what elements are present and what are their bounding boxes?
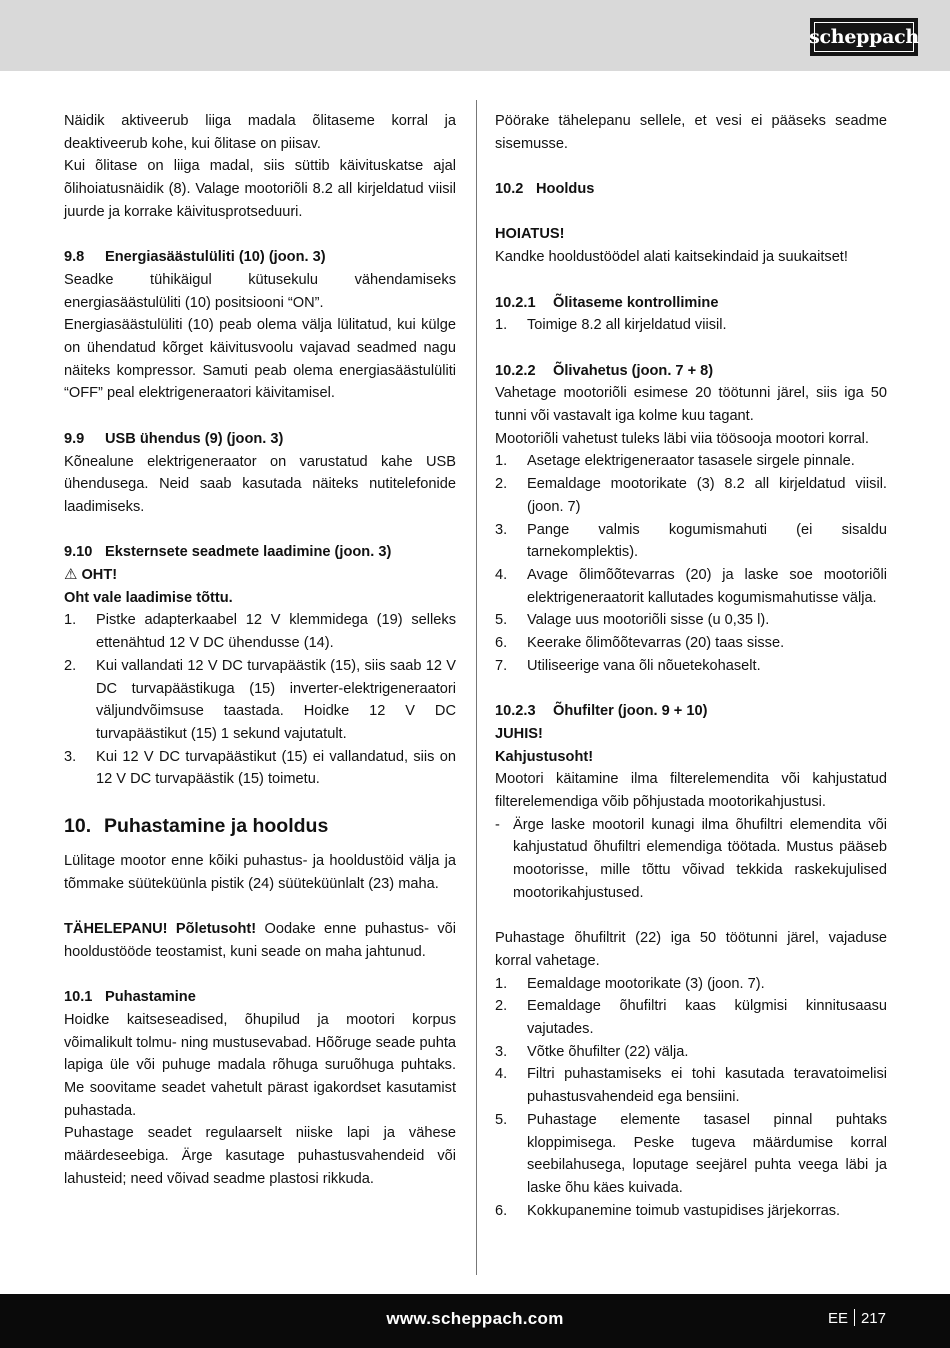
list-item-text: Asetage elektrigeneraator tasasele sirgele pinnale. bbox=[527, 453, 855, 470]
danger-text: Oht vale laadimise tõttu. bbox=[64, 589, 233, 606]
logo-text: scheppach bbox=[814, 22, 914, 52]
list-item-text: Puhastage elemente tasasel pinnal puhtaks kloppimisega. Peske tugeva määrdumise korral seebilahusega, loputage seejärel puhta veega läbi ja laske õhu käes kuivada. bbox=[527, 1111, 887, 1196]
list-item-text: Eemaldage mootorikate (3) 8.2 all kirjeldatud viisil. (joon. 7) bbox=[527, 476, 887, 515]
list-item bbox=[495, 632, 887, 655]
list-marker: 2. bbox=[495, 998, 508, 1015]
section-heading-10-1: 10.1 Puhastamine bbox=[64, 989, 196, 1006]
scheppach-logo bbox=[810, 18, 918, 56]
dash-list bbox=[495, 814, 887, 905]
numbered-list bbox=[495, 314, 887, 337]
paragraph: Mootoriõli vahetust tuleks läbi viia töösooja mootori korral. bbox=[495, 430, 869, 447]
warning-triangle-icon: ⚠ bbox=[64, 566, 78, 584]
section-heading-9-10: 9.10 Eksternsete seadmete laadimine (joon. 3) bbox=[64, 544, 392, 561]
paragraph: Hoidke kaitseseadised, õhupilud ja mootori korpus võimalikult tolmu- ning mustusevabad. Hõõruge seade puhta lapiga üle või puhuge madala rõhuga suruõhuga puhtaks. Me soovitame seadet vahetult pärast igakordset kasutamist puhastada. bbox=[64, 1011, 456, 1119]
list-marker: 2. bbox=[495, 476, 508, 493]
list-item-text: Eemaldage õhufiltri kaas külgmisi kinnitusaasu vajutades. bbox=[527, 998, 887, 1038]
list-item bbox=[495, 1063, 887, 1108]
list-item-text: Võtke õhufilter (22) välja. bbox=[527, 1043, 689, 1060]
list-item bbox=[64, 609, 456, 654]
paragraph: Kui õlitase on liiga madal, siis süttib käivituskatse ajal õlihoiatusnäidik (8). Valage mootoriõli 8.2 all kirjeldatud viisil juurde ja korrake käivitusprotseduuri. bbox=[64, 158, 456, 220]
list-item bbox=[495, 995, 887, 1040]
list-item-text: Kui vallandati 12 V DC turvapäästik (15), siis saab 12 V DC turvapäästikuga (15) inverter-elektrigeneraatori väljundvõimsuse taastada. Hoidke 12 V DC turvapäästikut (15) 1 sekund vajutatult. bbox=[96, 657, 456, 742]
section-heading-10-2-3: 10.2.3 Õhufilter (joon. 9 + 10) bbox=[495, 703, 708, 720]
section-heading-9-9: 9.9 USB ühendus (9) (joon. 3) bbox=[64, 430, 284, 447]
section-heading-10-2: 10.2 Hooldus bbox=[495, 181, 595, 198]
list-marker: - bbox=[495, 816, 500, 833]
list-item bbox=[495, 473, 887, 518]
list-item bbox=[495, 655, 887, 678]
page-footer bbox=[0, 1294, 950, 1348]
list-marker: 1. bbox=[495, 975, 508, 992]
list-item bbox=[495, 814, 887, 905]
paragraph: Lülitage mootor enne kõiki puhastus- ja hooldustöid välja ja tõmmake süüteküünla pistik (24) süüteküünlalt (23) maha. bbox=[64, 853, 456, 892]
list-marker: 1. bbox=[64, 612, 77, 629]
list-marker: 4. bbox=[495, 1066, 508, 1083]
list-marker: 1. bbox=[495, 317, 508, 334]
list-marker: 5. bbox=[495, 612, 508, 629]
section-heading-10-2-1: 10.2.1 Õlitaseme kontrollimine bbox=[495, 294, 719, 311]
section-heading-10-2-2: 10.2.2 Õlivahetus (joon. 7 + 8) bbox=[495, 362, 714, 379]
list-item bbox=[495, 450, 887, 473]
list-marker: 3. bbox=[495, 521, 508, 538]
list-item bbox=[64, 746, 456, 791]
damage-label: Kahjustusoht! bbox=[495, 748, 594, 765]
warning-label: HOIATUS! bbox=[495, 226, 565, 243]
list-item-text: Ärge laske mootoril kunagi ilma õhufiltri elemendita või kahjustatud õhufiltri elemendiga töötada. Mustus pääseb mootorisse, mille tõttu võivad tekkida raskekujulised mootorikahjustused. bbox=[513, 816, 887, 901]
numbered-list bbox=[64, 609, 456, 791]
list-item-text: Kui 12 V DC turvapäästikut (15) ei vallandatud, siis on 12 V DC turvapäästik (15) toimetu. bbox=[96, 748, 456, 788]
paragraph: Puhastage õhufiltrit (22) iga 50 töötunni järel, vajaduse korral vahetage. bbox=[495, 930, 887, 969]
paragraph: Seadke tühikäigul kütusekulu vähendamiseks energiasäästulüliti (10) positsiooni “ON”. bbox=[64, 271, 456, 311]
list-item-text: Keerake õlimõõtevarras (20) taas sisse. bbox=[527, 635, 785, 652]
section-heading-9-8: 9.8 Energiasäästulüliti (10) (joon. 3) bbox=[64, 249, 326, 266]
attention-paragraph: TÄHELEPANU! Põletusoht! Oodake enne puhastus- või hooldustööde teostamist, kuni seade on maha jahtunud. bbox=[64, 921, 456, 960]
note-label: JUHIS! bbox=[495, 725, 543, 742]
list-item-text: Filtri puhastamiseks ei tohi kasutada teravatoimelisi puhastusvahendeid ega bensiini. bbox=[527, 1066, 887, 1106]
list-marker: 3. bbox=[495, 1043, 508, 1060]
list-item-text: Eemaldage mootorikate (3) (joon. 7). bbox=[527, 975, 765, 992]
list-item bbox=[495, 973, 887, 996]
list-item-text: Toimige 8.2 all kirjeldatud viisil. bbox=[527, 317, 727, 334]
page-header bbox=[0, 0, 950, 71]
website-link[interactable]: www.scheppach.com bbox=[386, 1309, 564, 1328]
paragraph: Vahetage mootoriõli esimese 20 töötunni järel, siis iga 50 tunni või vastavalt iga kolme kuu tagant. bbox=[495, 385, 887, 425]
list-marker: 4. bbox=[495, 567, 508, 583]
list-marker: 3. bbox=[64, 748, 77, 765]
list-marker: 6. bbox=[495, 635, 508, 652]
paragraph: Puhastage seadet regulaarselt niiske lapi ja vähese määrdeseebiga. Ärge kasutage puhastusvahendeid või lahusteid; need võivad seadme plastosi rikkuda. bbox=[64, 1125, 456, 1187]
paragraph: Kõnealune elektrigeneraator on varustatud kahe USB ühendusega. Neid saab kasutada näiteks nutitelefonide laadimiseks. bbox=[64, 453, 456, 515]
right-column bbox=[495, 110, 887, 1222]
list-marker: 2. bbox=[64, 657, 77, 674]
list-item bbox=[495, 1109, 887, 1200]
list-item-text: Pange valmis kogumismahuti (ei sisaldu tarnekomplektis). bbox=[527, 521, 887, 561]
list-item bbox=[495, 314, 887, 337]
column-divider bbox=[476, 100, 477, 1275]
list-marker: 6. bbox=[495, 1202, 508, 1219]
list-marker: 7. bbox=[495, 657, 508, 674]
list-item bbox=[495, 564, 887, 609]
list-item-text: Valage uus mootoriõli sisse (u 0,35 l). bbox=[527, 612, 770, 629]
list-item bbox=[495, 1041, 887, 1064]
paragraph: Mootori käitamine ilma filterelemendita või kahjustatud filterelemendiga võib põhjustada mootorikahjustusi. bbox=[495, 771, 887, 811]
paragraph: Näidik aktiveerub liiga madala õlitaseme korral ja deaktiveerub kohe, kui õlitase on piisav. bbox=[64, 113, 456, 152]
list-item-text: Utiliseerige vana õli nõuetekohaselt. bbox=[527, 657, 761, 674]
list-item-text: Avage õlimõõtevarras (20) ja laske soe mootoriõli elektrigeneraatorit kallutades kogumismahutisse välja. bbox=[527, 567, 887, 606]
list-item bbox=[495, 609, 887, 632]
chapter-heading-10: 10. Puhastamine ja hooldus bbox=[64, 815, 329, 838]
numbered-list bbox=[495, 450, 887, 677]
danger-label: ⚠ OHT! bbox=[64, 566, 118, 584]
list-item-text: Kokkupanemine toimub vastupidises järjekorras. bbox=[527, 1202, 841, 1219]
list-item bbox=[64, 655, 456, 746]
paragraph: Pöörake tähelepanu sellele, et vesi ei pääseks seadme sisemusse. bbox=[495, 113, 887, 152]
page-number: EE 217 bbox=[827, 1310, 886, 1327]
list-marker: 1. bbox=[495, 453, 508, 470]
paragraph: Energiasäästulüliti (10) peab olema välja lülitatud, kui külge on ühendatud kõrget käivitusvoolu vajavad seadmed nagu näiteks kompressor. Samuti peab olema energiasäästulüliti “OFF” peal elektrigeneraatori käivitamisel. bbox=[64, 317, 456, 402]
list-item-text: Pistke adapterkaabel 12 V klemmidega (19) selleks ettenähtud 12 V DC ühendusse (14). bbox=[96, 612, 456, 652]
numbered-list bbox=[495, 973, 887, 1223]
list-item bbox=[495, 1200, 887, 1223]
list-item bbox=[495, 519, 887, 564]
warning-text: Kandke hooldustöödel alati kaitsekindaid ja suukaitset! bbox=[495, 249, 848, 266]
list-marker: 5. bbox=[495, 1111, 508, 1128]
left-column bbox=[64, 110, 456, 1191]
